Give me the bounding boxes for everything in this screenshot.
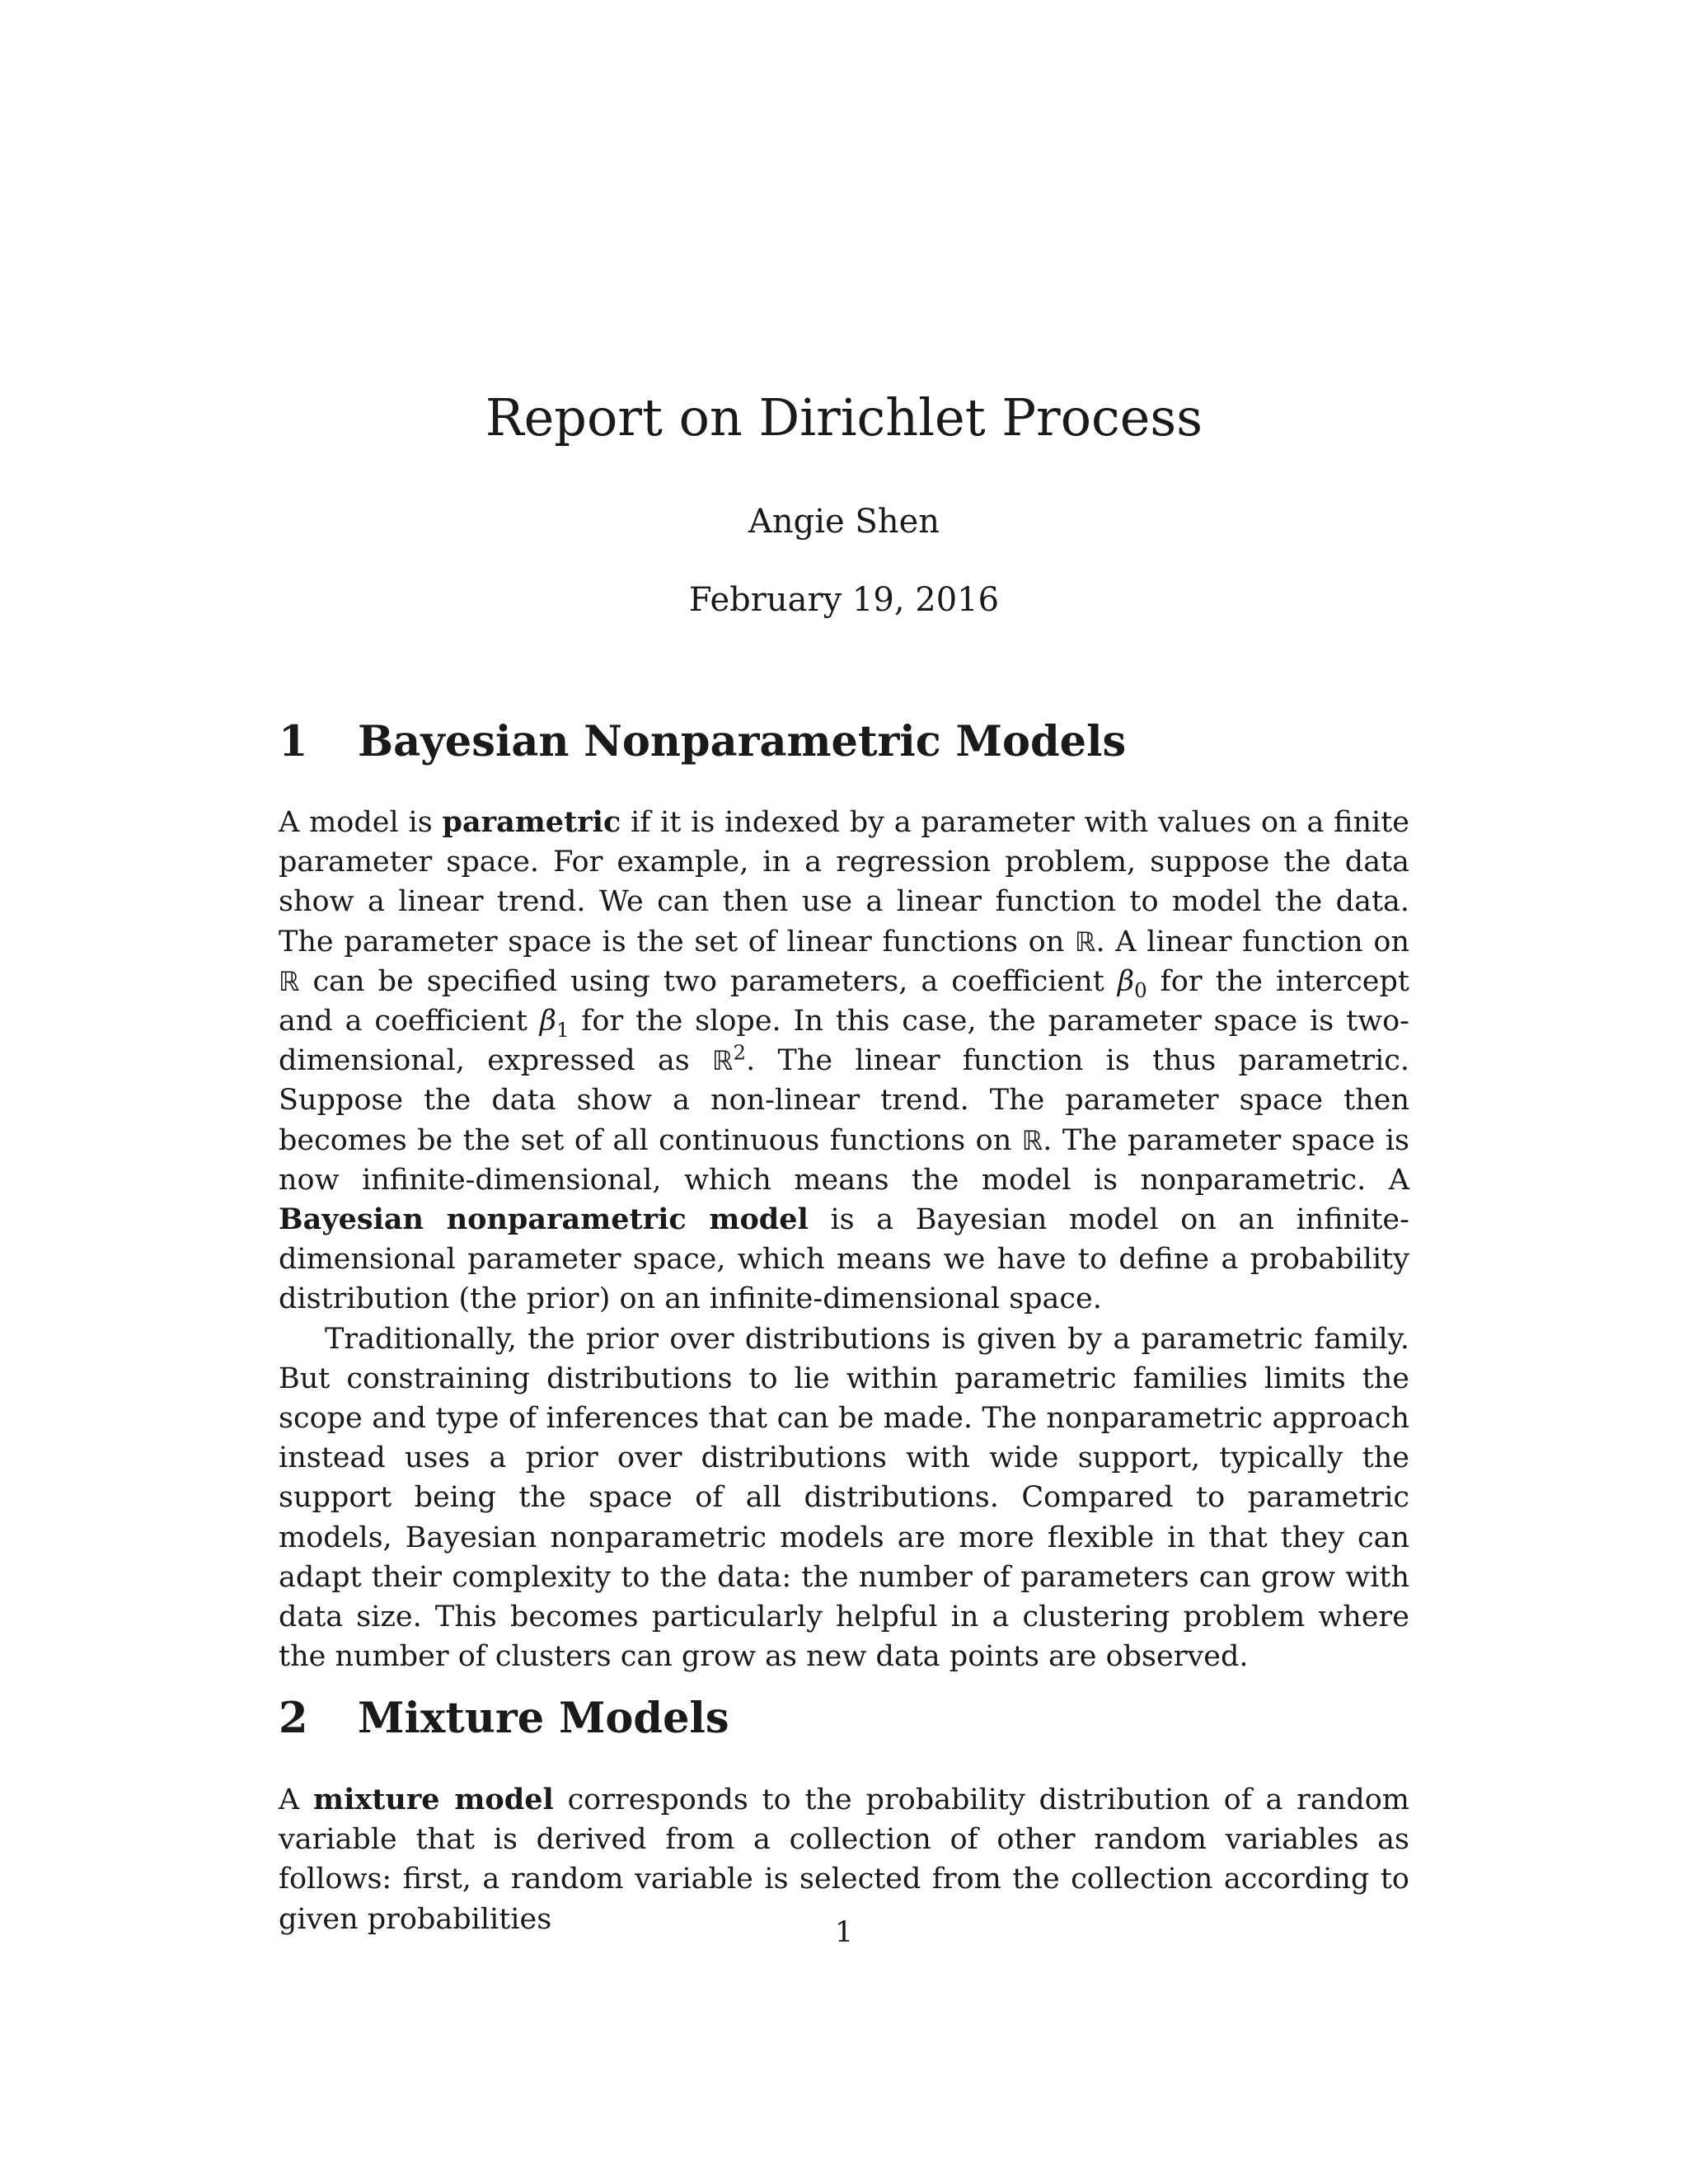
math-subscript: 0: [1134, 977, 1147, 1002]
section-1-number: 1: [279, 717, 308, 766]
section-2-number: 2: [279, 1694, 308, 1743]
text-run: for the slope. In this case, the parameter space is two-dimensional, expressed as: [279, 1005, 1409, 1078]
document-author: Angie Shen: [748, 503, 940, 541]
text-run: A: [279, 1783, 314, 1816]
text-run: A model is: [279, 806, 443, 839]
term-parametric: parametric: [442, 805, 621, 839]
math-subscript: 1: [556, 1018, 570, 1043]
text-run: corresponds to the probability distribution of a random variable that is derived from a collection of other random variables as follows: first, a random variable is selected from the collection according to given probabilities: [279, 1783, 1409, 1936]
term-mixture-model: mixture model: [313, 1783, 554, 1816]
section-1-paragraph-2: Traditionally, the prior over distributions is given by a parametric family. But constraining distributions to lie within parametric families limits the scope and type of inferences that can be made. The nonparametric approach instead uses a prior over distributions with wide support, typically the support being the space of all distributions. Compared to parametric models, Bayesian nonparametric models are more flexible in that they can adapt their complexity to the data: the number of parameters can grow with data size. This becomes particularly helpful in a clustering problem where the number of clusters can grow as new data points are observed.: [279, 1322, 1409, 1674]
section-1-body: [279, 803, 1409, 1676]
term-bayesian-nonparametric-model: Bayesian nonparametric model: [279, 1202, 809, 1237]
text-run: for the intercept and a coefficient: [279, 964, 1409, 1038]
section-1-paragraph-1: [279, 803, 1409, 1319]
text-run: can be specified using two parameters, a coefficient: [299, 964, 1118, 998]
section-2-paragraph-1: [279, 1780, 1409, 1939]
section-2-body: [279, 1780, 1409, 1939]
text-run: if it is indexed by a parameter with values on a finite parameter space. For example, in a regression problem, suppose the data show a linear trend. We can then use a linear function to model the data. The parameter space is the set of linear functions on: [279, 806, 1409, 958]
text-run: . The parameter space is now infinite-dimensional, which means the model is nonparametric. A: [279, 1123, 1409, 1197]
section-2-title: Mixture Models: [358, 1694, 729, 1743]
math-reals: ℝ: [1074, 926, 1096, 958]
section-1-heading: [279, 717, 1126, 766]
text-run: is a Bayesian model on an infinite-dimensional parameter space, which means we have to define a probability distribution (the prior) on an infinite-dimensional space.: [279, 1203, 1409, 1316]
page-number: 1: [834, 1916, 854, 1949]
document-date: February 19, 2016: [688, 581, 1000, 619]
math-beta: β: [539, 1005, 556, 1038]
text-run: . The linear function is thus parametric. Suppose the data show a non-linear trend. The parameter space then becomes be the set of all continuous functions on: [279, 1044, 1409, 1157]
math-beta: β: [1117, 964, 1135, 998]
text-run: . A linear function on: [1095, 925, 1409, 958]
math-reals: ℝ: [712, 1045, 734, 1077]
document-title: Report on Dirichlet Process: [485, 387, 1203, 448]
section-2-heading: [279, 1694, 729, 1743]
math-reals: ℝ: [1021, 1124, 1043, 1156]
section-1-title: Bayesian Nonparametric Models: [358, 717, 1127, 766]
math-superscript: 2: [733, 1040, 747, 1065]
math-reals: ℝ: [279, 965, 300, 997]
